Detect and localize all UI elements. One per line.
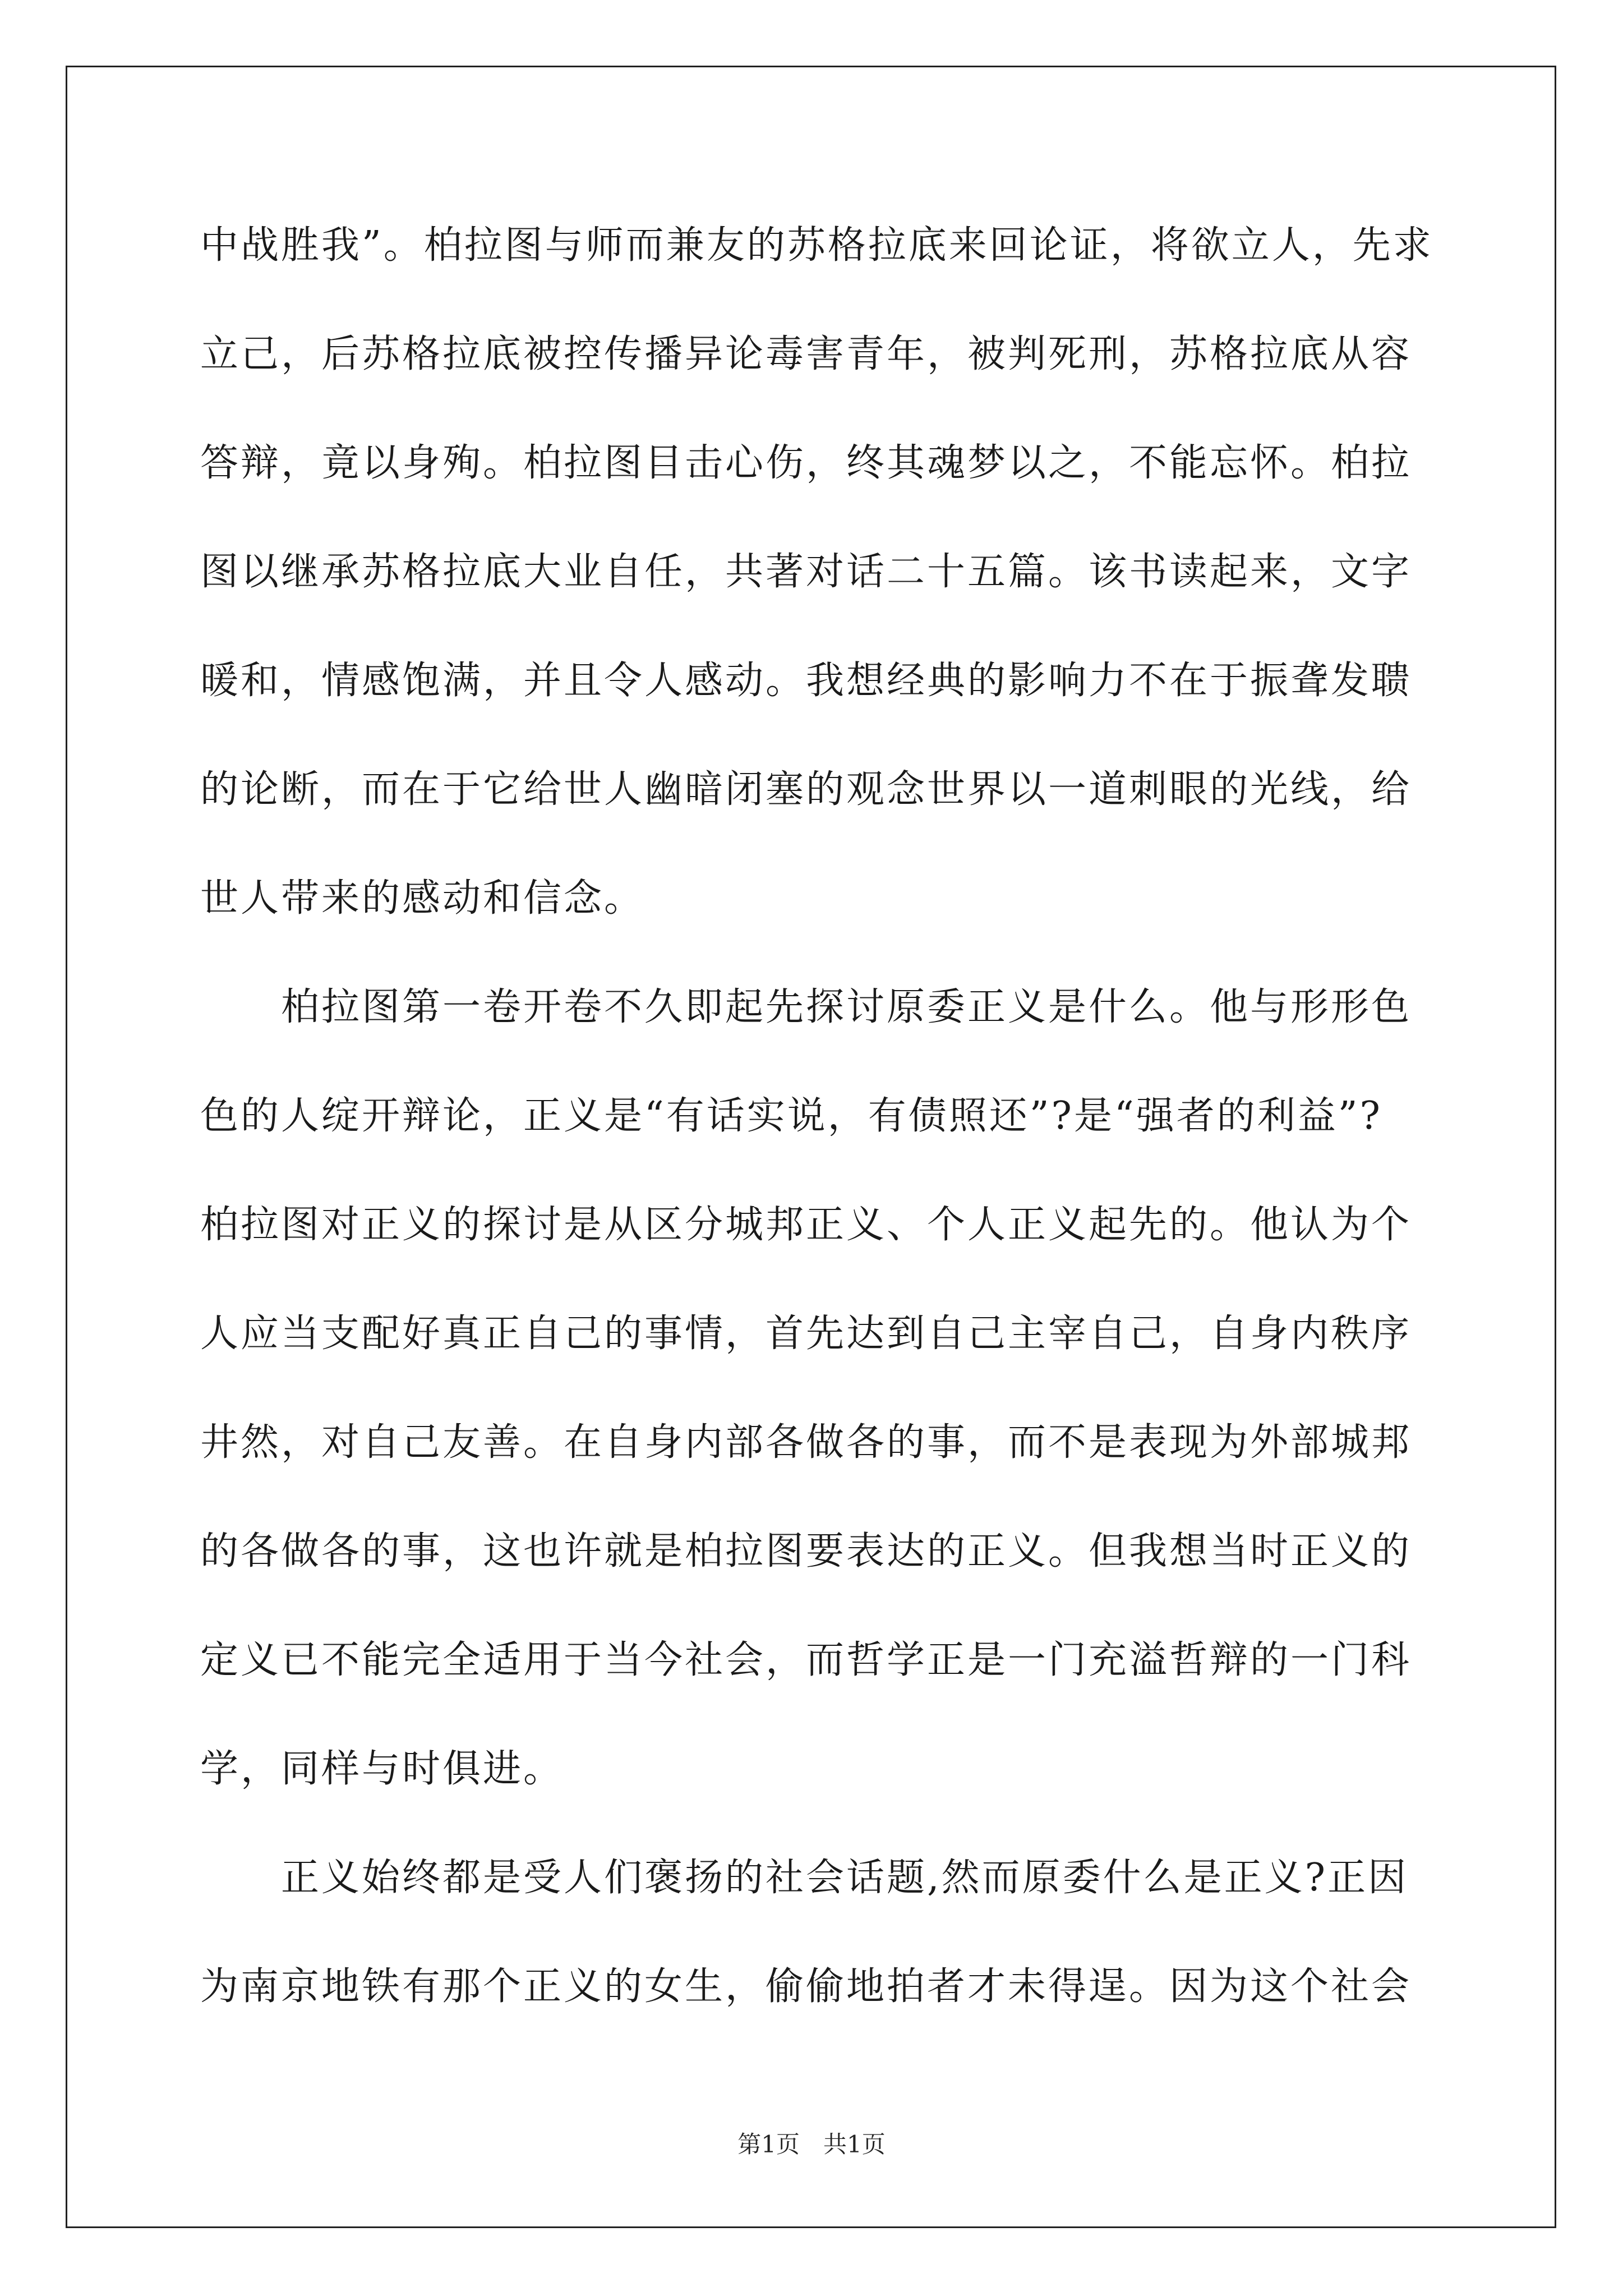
text-line-17: 为南京地铁有那个正义的女生，偷偷地拍者才未得逞。因为这个社会 xyxy=(200,1964,1412,2009)
text-line-3: 答辩，竟以身殉。柏拉图目击心伤，终其魂梦以之，不能忘怀。柏拉 xyxy=(200,441,1412,485)
document-body xyxy=(200,218,1445,2068)
page-number-footer: 第1页 共1页 xyxy=(737,2131,886,2158)
text-line-11: 人应当支配好真正自己的事情，首先达到自己主宰自己，自身内秩序 xyxy=(200,1312,1412,1356)
text-line-16: 正义始终都是受人们褒扬的社会话题,然而原委什么是正义?正因 xyxy=(200,1856,1409,1900)
text-line-2: 立己，后苏格拉底被控传播异论毒害青年，被判死刑，苏格拉底从容 xyxy=(200,332,1412,376)
text-line-6: 的论断，而在于它给世人幽暗闭塞的观念世界以一道刺眼的光线，给 xyxy=(200,767,1412,812)
text-line-4: 图以继承苏格拉底大业自任，共著对话二十五篇。该书读起来，文字 xyxy=(200,550,1412,594)
text-line-9: 色的人绽开辩论，正义是“有话实说，有债照还”?是“强者的利益”? xyxy=(200,1094,1382,1138)
text-line-14: 定义已不能完全适用于当今社会，而哲学正是一门充溢哲辩的一门科 xyxy=(200,1638,1412,1682)
text-line-1: 中战胜我”。柏拉图与师而兼友的苏格拉底来回论证，将欲立人，先求 xyxy=(200,223,1433,268)
text-line-13: 的各做各的事，这也许就是柏拉图要表达的正义。但我想当时正义的 xyxy=(200,1529,1412,1573)
text-line-10: 柏拉图对正义的探讨是从区分城邦正义、个人正义起先的。他认为个 xyxy=(200,1203,1412,1247)
text-line-12: 井然，对自己友善。在自身内部各做各的事，而不是表现为外部城邦 xyxy=(200,1420,1412,1465)
text-line-7: 世人带来的感动和信念。 xyxy=(200,876,645,921)
text-line-8: 柏拉图第一卷开卷不久即起先探讨原委正义是什么。他与形形色 xyxy=(200,985,1412,1029)
text-line-15: 学，同样与时俱进。 xyxy=(200,1747,564,1791)
text-line-5: 暖和，情感饱满，并且令人感动。我想经典的影响力不在于振聋发聩 xyxy=(200,659,1412,703)
